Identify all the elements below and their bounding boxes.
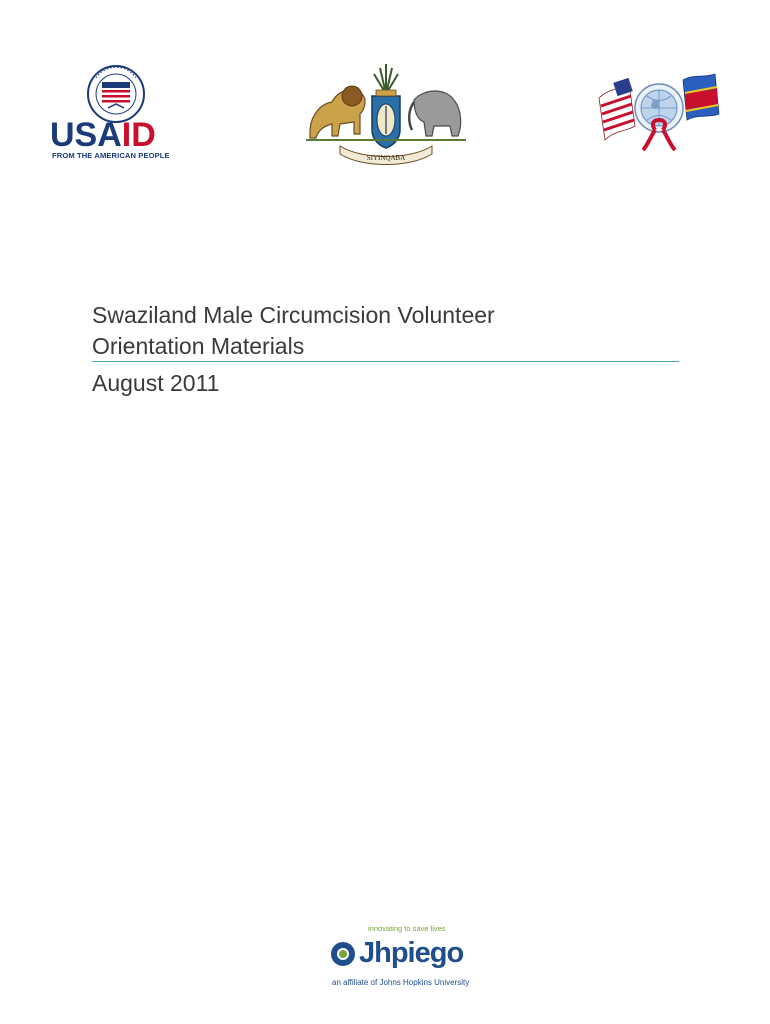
usaid-tagline: FROM THE AMERICAN PEOPLE xyxy=(52,151,170,160)
swaziland-coat-of-arms-icon xyxy=(302,60,470,168)
document-date: August 2011 xyxy=(92,370,220,396)
usaid-wordmark-blue: USA xyxy=(50,116,122,154)
jhpiego-wordmark: Jhpiego xyxy=(359,937,464,969)
globe-flags-ribbon-emblem-icon xyxy=(595,66,723,152)
document-title xyxy=(92,300,692,362)
jhpiego-tagline: innovating to save lives xyxy=(368,924,446,933)
usaid-seal-icon xyxy=(80,64,152,124)
document-title-line-2: Orientation Materials xyxy=(92,333,305,359)
jhpiego-mark-icon xyxy=(330,941,356,967)
usaid-logo xyxy=(50,64,182,164)
jhpiego-affiliation: an affiliate of Johns Hopkins University xyxy=(332,978,470,987)
document-title-line-1: Swaziland Male Circumcision Volunteer xyxy=(92,302,495,328)
title-divider xyxy=(92,361,679,362)
jhpiego-logo xyxy=(326,924,486,994)
coat-motto: SIYINQABA xyxy=(366,154,406,162)
usaid-wordmark xyxy=(50,118,156,152)
usaid-wordmark-red: ID xyxy=(121,116,156,154)
